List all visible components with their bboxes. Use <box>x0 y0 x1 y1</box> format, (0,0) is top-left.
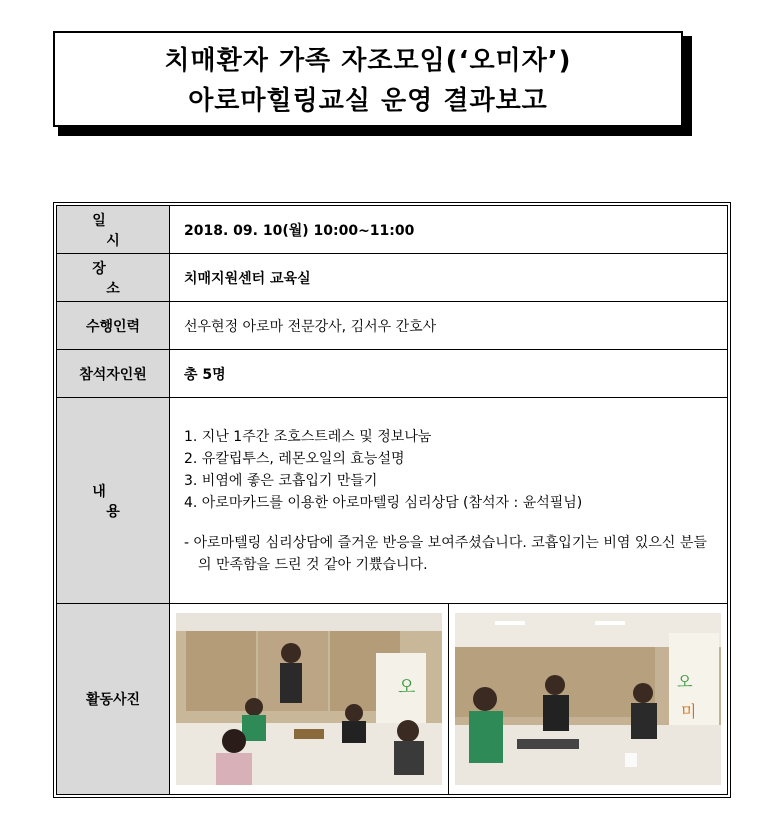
date-value: 2018. 09. 10(월) 10:00~11:00 <box>170 206 728 254</box>
content-value <box>170 398 728 604</box>
content-item-3: 3. 비염에 좋은 코흡입기 만들기 <box>184 472 378 489</box>
row-content <box>57 398 728 604</box>
row-staff <box>57 302 728 350</box>
content-list <box>184 426 726 514</box>
activity-photo-1 <box>176 613 442 785</box>
title-line-1: 치매환자 가족 자조모임(‘오미자’) <box>164 46 572 76</box>
svg-text:오: 오 <box>677 672 693 691</box>
content-label: 내 용 <box>57 398 170 604</box>
place-label: 장 소 <box>57 254 170 302</box>
date-label: 일 시 <box>57 206 170 254</box>
attendees-value: 총 5명 <box>170 350 728 398</box>
title-line-2: 아로마힐링교실 운영 결과보고 <box>188 86 548 116</box>
title-box <box>53 31 683 127</box>
photo-cell-2 <box>448 604 727 794</box>
svg-text:미: 미 <box>681 702 697 721</box>
photos-label: 활동사진 <box>57 604 170 795</box>
content-note: - 아로마텔링 심리상담에 즐거운 반응을 보여주셨습니다. 코흡입기는 비염 있으신 분들의 만족함을 드린 것 같아 기쁐습니다. <box>184 534 707 573</box>
photos-value <box>170 604 728 795</box>
staff-value: 선우현정 아로마 전문강사, 김서우 간호사 <box>170 302 728 350</box>
activity-photo-2 <box>455 613 721 785</box>
row-photos <box>57 604 728 795</box>
place-value: 치매지원센터 교육실 <box>170 254 728 302</box>
photo-cell-1 <box>170 604 448 794</box>
staff-label: 수행인력 <box>57 302 170 350</box>
content-item-4: 4. 아로마카드를 이용한 아로마텔링 심리상담 (참석자 : 윤석필님) <box>184 494 583 511</box>
report-table <box>53 202 731 798</box>
svg-text:오: 오 <box>398 677 416 698</box>
content-item-2: 2. 유칼립투스, 레몬오일의 효능설명 <box>184 450 405 467</box>
row-place <box>57 254 728 302</box>
row-attendees <box>57 350 728 398</box>
attendees-label: 참석자인원 <box>57 350 170 398</box>
row-date <box>57 206 728 254</box>
content-item-1: 1. 지난 1주간 조호스트레스 및 정보나눔 <box>184 428 432 445</box>
